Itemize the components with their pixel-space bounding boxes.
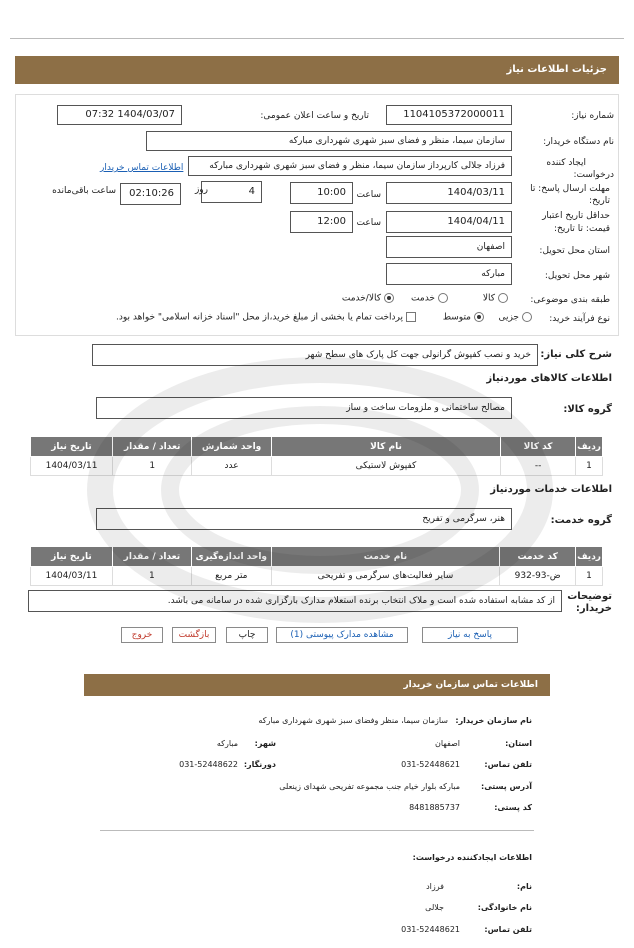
table-cell: متر مربع xyxy=(191,567,271,586)
contact-city-value: مبارکه xyxy=(216,739,238,748)
reply-date-field: 1404/03/11 xyxy=(386,182,512,204)
col-header: کد کالا xyxy=(501,437,576,457)
exit-button[interactable]: خروج xyxy=(121,627,163,643)
category-option-goods[interactable]: کالا xyxy=(483,293,508,304)
price-deadline-label-1: حداقل تاریخ اعتبار xyxy=(542,211,610,221)
radio-icon xyxy=(438,293,448,303)
col-header: نام کالا xyxy=(271,437,500,457)
col-header: تاریخ نیاز xyxy=(31,547,113,567)
creator-name-label: نام: xyxy=(516,882,532,891)
buyer-notes-field: از کد مشابه استفاده شده است و ملاک انتخاب برنده استعلام مدارک بارگزاری شده در سامانه می باشد. xyxy=(28,590,562,612)
table-cell: سایر فعالیت‌های سرگرمی و تفریحی xyxy=(271,567,499,586)
col-header: ردیف xyxy=(576,547,603,567)
table-cell: کفپوش لاستیکی xyxy=(271,457,500,476)
creator-name-value: فرزاد xyxy=(426,882,444,891)
remain-label: ساعت باقی‌مانده xyxy=(52,186,116,196)
contact-header xyxy=(84,674,550,696)
contact-org-label: نام سازمان خریدار: xyxy=(455,716,532,725)
contact-divider xyxy=(100,830,534,831)
contact-phone-label: تلفن تماس: xyxy=(484,760,532,769)
price-time-label: ساعت xyxy=(356,218,381,228)
contact-fax-label: دورنگار: xyxy=(243,760,276,769)
col-header: کد خدمت xyxy=(500,547,576,567)
attachments-button[interactable]: مشاهده مدارک پیوستی (1) xyxy=(276,627,408,643)
summary-field: خرید و نصب کفپوش گرانولی جهت کل پارک های سطح شهر xyxy=(92,344,538,366)
days-field: 4 xyxy=(201,181,262,203)
table-cell: -- xyxy=(501,457,576,476)
creator-family-label: نام خانوادگی: xyxy=(477,903,532,912)
reply-deadline-label-2: تاریخ: xyxy=(589,196,610,206)
creator-field: فرزاد جلالی کارپرداز سازمان سیما، منظر و فضای سبز شهری شهرداری مبارکه xyxy=(188,156,512,176)
radio-icon xyxy=(522,312,532,322)
page-header xyxy=(15,56,619,84)
watermark-logo xyxy=(70,340,570,640)
back-button[interactable]: بازگشت xyxy=(172,627,216,643)
checkbox-icon xyxy=(406,312,416,322)
goods-group-field: مصالح ساختمانی و ملزومات ساخت و ساز xyxy=(96,397,512,419)
payment-note[interactable]: پرداخت تمام یا بخشی از مبلغ خرید،از محل "اسناد خزانه اسلامی" خواهد بود. xyxy=(116,312,416,323)
contact-province-value: اصفهان xyxy=(434,739,460,748)
creator-label-2: درخواست: xyxy=(573,170,614,180)
table-cell: 1404/03/11 xyxy=(31,457,113,476)
radio-selected-icon xyxy=(384,293,394,303)
need-number-field: 1104105372000011 xyxy=(386,105,512,125)
creator-phone-value: 031-52448621 xyxy=(401,925,460,934)
contact-org-value: سازمان سیما، منظر وفضای سبز شهری شهرداری مبارکه xyxy=(258,716,448,725)
table-cell: 1 xyxy=(112,567,191,586)
print-button[interactable]: چاپ xyxy=(226,627,268,643)
creator-family-value: جلالی xyxy=(425,903,444,912)
radio-selected-icon xyxy=(474,312,484,322)
need-number-label: شماره نیاز: xyxy=(571,111,614,121)
radio-icon xyxy=(498,293,508,303)
col-header: تعداد / مقدار xyxy=(113,437,192,457)
table-cell: 1404/03/11 xyxy=(31,567,113,586)
price-date-field: 1404/04/11 xyxy=(386,211,512,233)
services-group-field: هنر، سرگرمی و تفریح xyxy=(96,508,512,530)
services-section-title: اطلاعات خدمات موردنیاز xyxy=(490,484,612,495)
col-header: تعداد / مقدار xyxy=(112,547,191,567)
page-title: جزئیات اطلاعات نیاز xyxy=(506,64,607,75)
city-field: مبارکه xyxy=(386,263,512,285)
day-label: روز xyxy=(194,185,208,195)
creator-label-1: ایجاد کننده xyxy=(546,158,586,168)
category-label: طبقه بندی موضوعی: xyxy=(530,295,610,305)
contact-title: اطلاعات تماس سازمان خریدار xyxy=(403,680,538,690)
category-option-both[interactable]: کالا/خدمت xyxy=(342,293,394,304)
city-label: شهر محل تحویل: xyxy=(544,271,610,281)
top-divider xyxy=(10,38,624,39)
goods-section-title: اطلاعات کالاهای موردنیاز xyxy=(486,373,612,384)
announce-field: 1404/03/07 07:32 xyxy=(57,105,182,125)
contact-address-value: مبارکه بلوار خیام جنب مجموعه تفریحی شهدای زینعلی xyxy=(279,782,460,791)
buyer-org-field: سازمان سیما، منظر و فضای سبز شهری شهرداری مبارکه xyxy=(146,131,512,151)
contact-address-label: آدرس پستی: xyxy=(481,782,532,791)
contact-postal-label: کد پستی: xyxy=(494,803,532,812)
process-label: نوع فرآیند خرید: xyxy=(549,314,610,324)
announce-label: تاریخ و ساعت اعلان عمومی: xyxy=(260,111,369,121)
summary-label: شرح کلی نیاز: xyxy=(540,349,612,360)
creator-phone-label: تلفن تماس: xyxy=(484,925,532,934)
contact-phone-value: 031-52448621 xyxy=(401,760,460,769)
col-header: نام خدمت xyxy=(271,547,499,567)
process-option-minor[interactable]: جزیی xyxy=(498,312,532,323)
col-header: واحد شمارش xyxy=(192,437,272,457)
table-cell: ض-93-932 xyxy=(500,567,576,586)
province-label: استان محل تحویل: xyxy=(539,246,610,256)
reply-time-label: ساعت xyxy=(356,190,381,200)
table-cell: 1 xyxy=(576,457,603,476)
contact-fax-value: 031-52448622 xyxy=(179,760,238,769)
category-option-service[interactable]: خدمت xyxy=(411,293,448,304)
contact-province-label: استان: xyxy=(505,739,532,748)
buyer-contact-link[interactable]: اطلاعات تماس خریدار xyxy=(100,163,184,173)
remain-time-field: 02:10:26 xyxy=(120,183,181,205)
reply-time-field: 10:00 xyxy=(290,182,353,204)
contact-postal-value: 8481885737 xyxy=(409,803,460,812)
col-header: ردیف xyxy=(576,437,603,457)
process-option-medium[interactable]: متوسط xyxy=(443,312,484,323)
creator-info-title: اطلاعات ایجادکننده درخواست: xyxy=(412,853,532,862)
province-field: اصفهان xyxy=(386,236,512,258)
col-header: تاریخ نیاز xyxy=(31,437,113,457)
reply-button[interactable]: پاسخ به نیاز xyxy=(422,627,518,643)
price-deadline-label-2: قیمت: تا تاریخ: xyxy=(554,224,610,234)
reply-deadline-label-1: مهلت ارسال پاسخ: تا xyxy=(530,184,610,194)
table-cell: 1 xyxy=(576,567,603,586)
table-cell: عدد xyxy=(192,457,272,476)
price-time-field: 12:00 xyxy=(290,211,353,233)
col-header: واحد اندازه‌گیری xyxy=(191,547,271,567)
contact-city-label: شهر: xyxy=(254,739,276,748)
table-cell: 1 xyxy=(113,457,192,476)
services-group-label: گروه خدمت: xyxy=(550,515,612,526)
buyer-org-label: نام دستگاه خریدار: xyxy=(543,137,614,147)
buyer-notes-label-2: خریدار: xyxy=(575,603,612,614)
goods-group-label: گروه کالا: xyxy=(563,404,612,415)
buyer-notes-label-1: توضیحات xyxy=(567,591,612,602)
